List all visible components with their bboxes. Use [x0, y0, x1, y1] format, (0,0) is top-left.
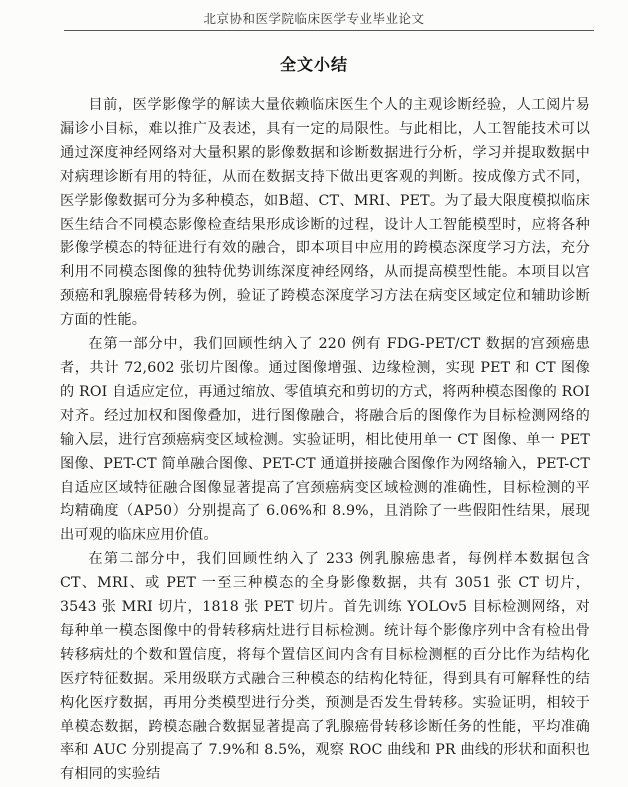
paragraph-part-two: 在第二部分中，我们回顾性纳入了 233 例乳腺癌患者，每例样本数据包含 CT、MRI、或 PET 一至三种模态的全身影像数据，共有 3051 张 CT 切片，3543 张 MRI 切片，1818 张 PET 切片。首先训练 YOLOv5 目标检测网络，对每种单一模态图像中的骨转移病灶进行目标检测。统计每个影像序列中含有检出骨转移病灶的个数和置信度，将每个置信区间内含有目标检测框的百分比作为结构化医疗特征数据。采用级联方式融合三种模态的结构化特征，得到具有可解释性的结构化医疗数据，再用分类模型进行分类，预测是否发生骨转移。实验证明，相较于单模态数据，跨模态融合数据显著提高了乳腺癌骨转移诊断任务的性能，平均准确率和 AUC 分别提高了 7.9%和 8.5%，观察 ROC 曲线和 PR 曲线的形状和面积也有相同的实验结: [60, 551, 590, 783]
paragraph-intro: 目前，医学影像学的解读大量依赖临床医生个人的主观诊断经验，人工阅片易漏诊小目标，难以推广及表述，具有一定的局限性。与此相比，人工智能技术可以通过深度神经网络对大量积累的影像数据和诊断数据进行分析，学习并提取数据中对病理诊断有用的特征，从而在数据支持下做出更客观的判断。按成像方式不同，医学影像数据可分为多种模态，如B超、CT、MRI、PET。为了最大限度模拟临床医生结合不同模态影像检查结果形成诊断的过程，设计人工智能模型时，应将各种影像学模态的特征进行有效的融合，即本项目中应用的跨模态深度学习方法，充分利用不同模态图像的独特优势训练深度神经网络，从而提高模型性能。本项目以宫颈癌和乳腺癌骨转移为例，验证了跨模态深度学习方法在病变区域定位和辅助诊断方面的性能。: [60, 97, 590, 329]
body-text: [60, 94, 590, 787]
header-divider: [64, 30, 594, 31]
paragraph-part-one: 在第一部分中，我们回顾性纳入了 220 例有 FDG-PET/CT 数据的宫颈癌患者，共计 72,602 张切片图像。通过图像增强、边缘检测，实现 PET 和 CT 图像的 ROI 自适应定位，再通过缩放、零值填充和剪切的方式，将两种模态图像的 ROI 对齐。经过加权和图像叠加，进行图像融合，将融合后的图像作为目标检测网络的输入层，进行宫颈癌病变区域检测。实验证明，相比使用单一 CT 图像、单一 PET 图像、PET-CT 简单融合图像、PET-CT 通道拼接融合图像作为网络输入，PET-CT 自适应区域特征融合图像显著提高了宫颈癌病变区域检测的准确性，目标检测的平均精确度（AP50）分别提高了 6.06%和 8.9%，且消除了一些假阳性结果，展现出可观的临床应用价值。: [60, 336, 590, 544]
running-header: 北京协和医学院临床医学专业毕业论文: [203, 11, 425, 26]
chapter-title: 全文小结: [279, 55, 348, 74]
